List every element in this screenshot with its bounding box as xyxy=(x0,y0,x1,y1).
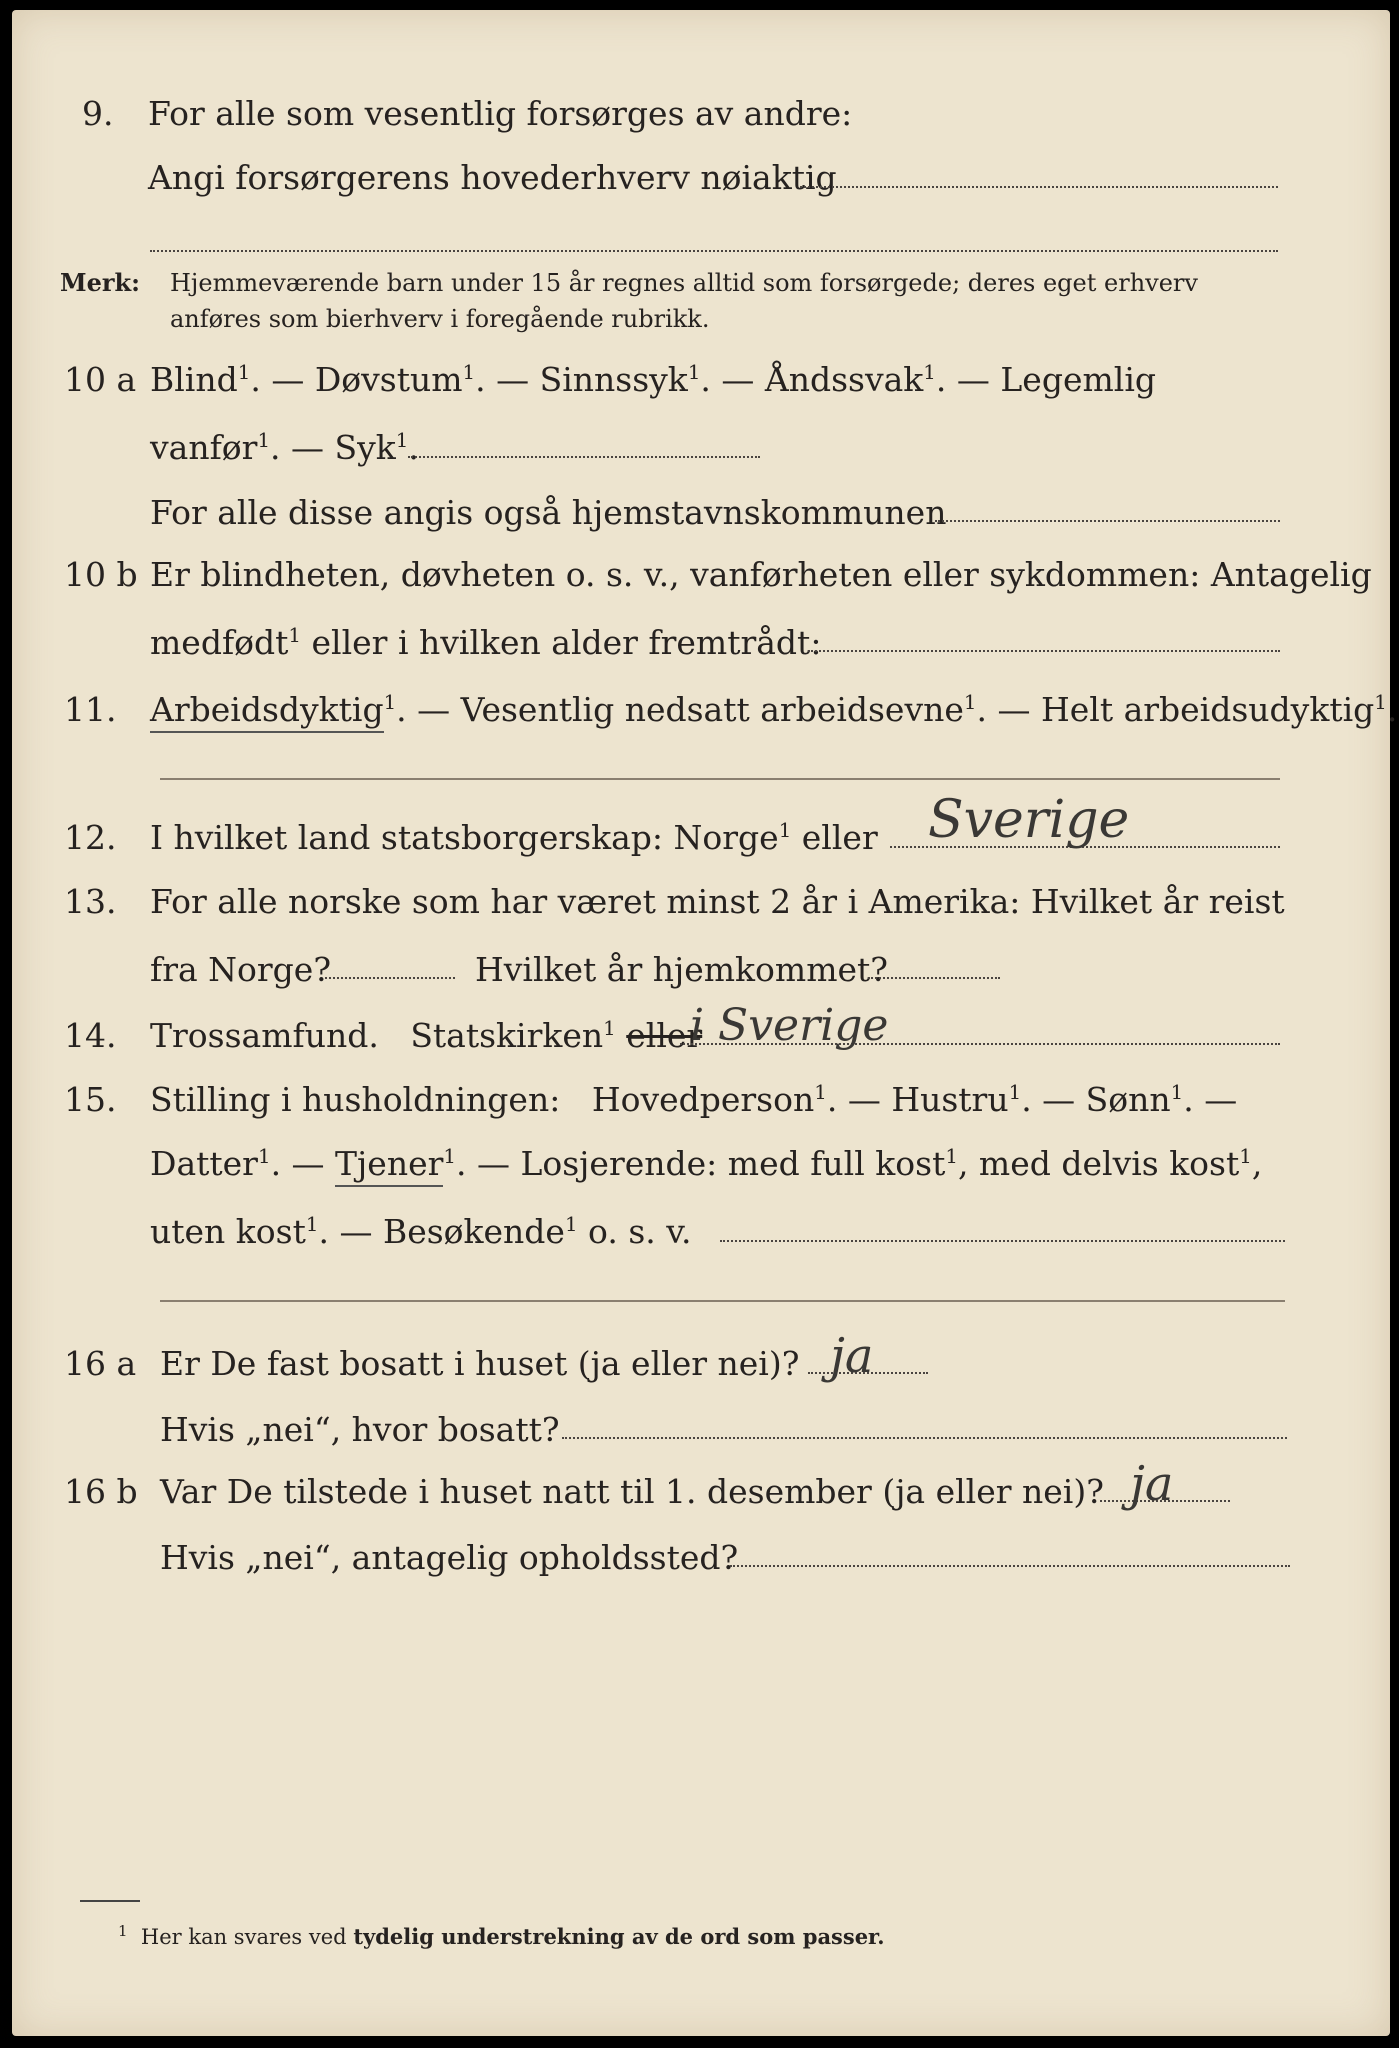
option-udyktig[interactable]: Helt arbeidsudyktig xyxy=(1040,690,1375,729)
option-hustru[interactable]: Hustru xyxy=(891,1080,1009,1119)
option-andssvak[interactable]: Åndssvak xyxy=(764,360,924,399)
item-10a-line2: vanfør$^1$. — Syk$^1$. xyxy=(150,428,419,467)
handwritten-answer-16a: ja xyxy=(830,1328,874,1384)
item-14-number: 14. xyxy=(64,1016,117,1055)
option-utenkost[interactable]: uten kost xyxy=(150,1212,306,1251)
option-vanfor[interactable]: vanfør xyxy=(150,428,258,467)
item-16b-line1: Var De tilstede i huset natt til 1. desember (ja eller nei)? xyxy=(160,1472,1104,1511)
item-11-line: Arbeidsdyktig$^1$. — Vesentlig nedsatt arbeidsevne$^1$. — Helt arbeidsudyktig$^1$. xyxy=(150,690,1397,730)
item-10a-number: 10 a xyxy=(64,360,137,399)
option-sinnssyk[interactable]: Sinnssyk xyxy=(539,360,688,399)
footnote-rule xyxy=(80,1900,140,1902)
option-tjener[interactable]: Tjener xyxy=(335,1144,443,1187)
handwritten-answer-12: Sverige xyxy=(928,790,1130,850)
item-12-number: 12. xyxy=(64,818,117,857)
item-16a-fill-line-2[interactable] xyxy=(562,1437,1287,1439)
item-13-line1: For alle norske som har været minst 2 år i Amerika: Hvilket år reist xyxy=(150,882,1285,921)
item-12-line: I hvilket land statsborgerskap: Norge$^1$ eller xyxy=(150,818,878,857)
item-9-fill-line[interactable] xyxy=(800,186,1278,188)
item-10b-number: 10 b xyxy=(64,555,138,594)
handwritten-answer-16b: ja xyxy=(1130,1456,1174,1512)
item-15-line1: Stilling i husholdningen: Hovedperson$^1$. — Hustru$^1$. — Sønn$^1$. — xyxy=(150,1080,1238,1119)
option-fullkost[interactable]: med full kost xyxy=(727,1144,946,1183)
option-nedsatt[interactable]: Vesentlig nedsatt arbeidsevne xyxy=(460,690,964,729)
divider-1 xyxy=(160,778,1280,780)
option-arbeidsdyktig[interactable]: Arbeidsdyktig xyxy=(150,690,384,733)
item-13-fill-hjem[interactable] xyxy=(868,977,1000,979)
item-10a-fill-line-2[interactable] xyxy=(935,520,1280,522)
item-14-line: Trossamfund. Statskirken$^1$ eller xyxy=(150,1016,703,1055)
item-15-line3: uten kost$^1$. — Besøkende$^1$ o. s. v. xyxy=(150,1212,692,1251)
option-dovstum[interactable]: Døvstum xyxy=(314,360,463,399)
item-10a-fill-line[interactable] xyxy=(408,456,760,458)
struck-eller: eller xyxy=(626,1016,703,1055)
item-13-fill-reist[interactable] xyxy=(325,977,455,979)
option-besokende[interactable]: Besøkende xyxy=(382,1212,565,1251)
item-9-number: 9. xyxy=(82,94,114,133)
item-15-number: 15. xyxy=(64,1080,117,1119)
footnote: $^1$ Her kan svares ved tydelig understrekning av de ord som passer. xyxy=(118,1922,885,1949)
item-16b-fill-line-2[interactable] xyxy=(730,1565,1290,1567)
item-10b-line1: Er blindheten, døvheten o. s. v., vanførheten eller sykdommen: Antagelig xyxy=(150,555,1372,594)
item-13-line2b: Hvilket år hjemkommet? xyxy=(475,950,888,989)
item-13-number: 13. xyxy=(64,882,117,921)
option-legemlig[interactable]: Legemlig xyxy=(1000,360,1156,399)
merk-label: Merk: xyxy=(60,268,140,297)
item-16b-line2: Hvis „nei“, antagelig opholdssted? xyxy=(160,1538,739,1577)
item-16b-number: 16 b xyxy=(64,1472,138,1511)
item-10b-fill-line[interactable] xyxy=(808,650,1280,652)
item-13-line2a: fra Norge? xyxy=(150,950,332,989)
option-delviskost[interactable]: med delvis kost xyxy=(978,1144,1240,1183)
item-9-fill-line-2[interactable] xyxy=(150,250,1278,252)
item-16a-number: 16 a xyxy=(64,1344,137,1383)
item-11-number: 11. xyxy=(64,690,117,729)
item-16a-line1: Er De fast bosatt i huset (ja eller nei)? xyxy=(160,1344,800,1383)
item-15-fill-line[interactable] xyxy=(720,1240,1285,1242)
option-medfodt[interactable]: medfødt xyxy=(150,623,289,662)
option-datter[interactable]: Datter xyxy=(150,1144,258,1183)
item-10a-line1: Blind$^1$. — Døvstum$^1$. — Sinnssyk$^1$. — Åndssvak$^1$. — Legemlig xyxy=(150,360,1156,399)
item-15-line2: Datter$^1$. — Tjener$^1$. — Losjerende: med full kost$^1$, med delvis kost$^1$, xyxy=(150,1144,1262,1184)
item-10a-line3: For alle disse angis også hjemstavnskommunen xyxy=(150,493,947,532)
item-16a-line2: Hvis „nei“, hvor bosatt? xyxy=(160,1410,560,1449)
item-9-line1: For alle som vesentlig forsørges av andre: xyxy=(148,94,853,133)
option-blind[interactable]: Blind xyxy=(150,360,238,399)
option-hovedperson[interactable]: Hovedperson xyxy=(591,1080,815,1119)
merk-line2: anføres som bierhverv i foregående rubrikk. xyxy=(170,305,710,333)
merk-line1: Hjemmeværende barn under 15 år regnes alltid som forsørgede; deres eget erhverv xyxy=(170,269,1198,297)
option-sonn[interactable]: Sønn xyxy=(1085,1080,1171,1119)
item-9-line2: Angi forsørgerens hovederhverv nøiaktig xyxy=(148,158,837,197)
item-10b-line2: medfødt$^1$ eller i hvilken alder fremtrådt: xyxy=(150,623,822,662)
divider-2 xyxy=(160,1300,1285,1302)
option-syk[interactable]: Syk xyxy=(334,428,396,467)
option-statskirken[interactable]: Statskirken xyxy=(410,1016,604,1055)
handwritten-answer-14: i Sverige xyxy=(690,1000,889,1051)
